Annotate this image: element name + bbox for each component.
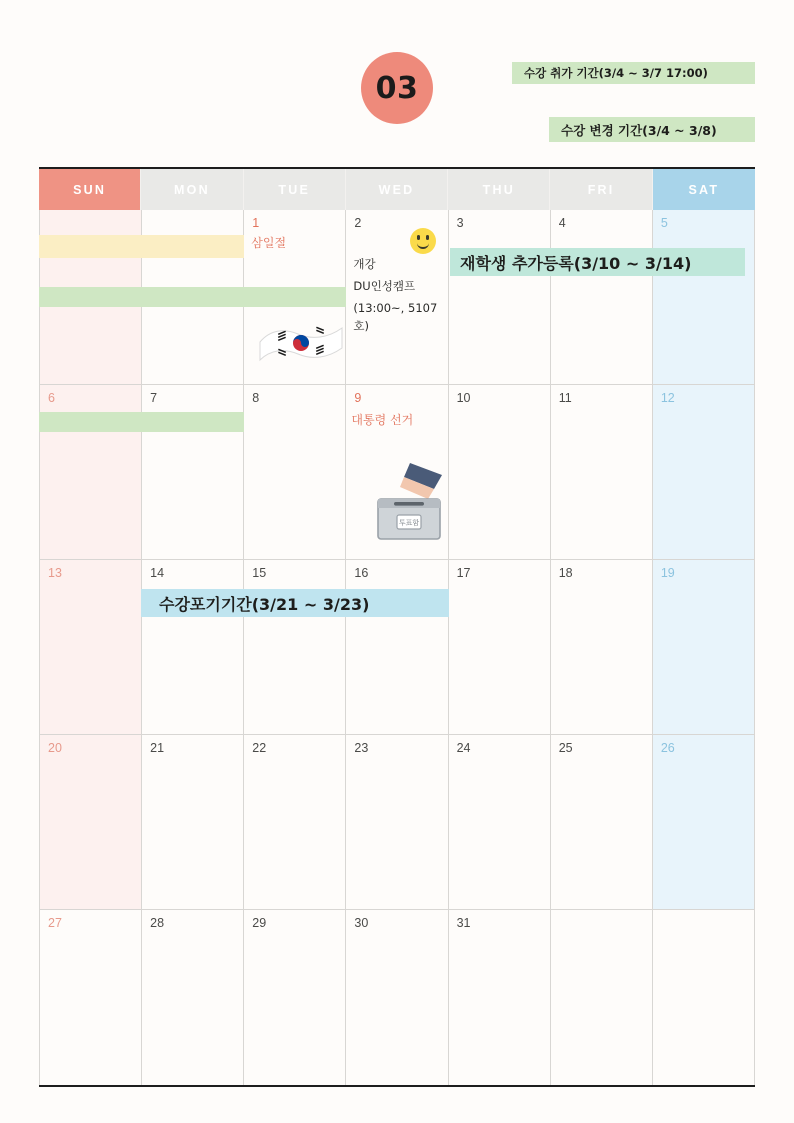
korean-flag-icon (258, 312, 344, 372)
event-bar-course-drop[interactable]: 수강포기기간(3/21 ~ 3/23) (141, 589, 449, 617)
day-cell-17[interactable] (449, 560, 551, 735)
day-number: 25 (558, 741, 573, 755)
day-cell-23[interactable] (346, 735, 448, 910)
weekday-header-row (39, 169, 755, 210)
day-cell-22[interactable] (244, 735, 346, 910)
weekday-fri: FRI (550, 169, 652, 210)
svg-text:투표함: 투표함 (399, 519, 420, 527)
day-number: 20 (48, 741, 62, 755)
day-number: 28 (150, 916, 165, 930)
event-bar-enrollment-change[interactable]: 수강 변경 기간(3/4 ~ 3/8) (549, 117, 755, 142)
day-cell-28[interactable] (142, 910, 244, 1085)
weekday-wed: WED (346, 169, 448, 210)
day-cell-20[interactable] (40, 735, 142, 910)
day-number: 8 (252, 391, 260, 405)
day-number: 23 (354, 741, 369, 755)
day-cell-31[interactable] (449, 910, 551, 1085)
day-cell-11[interactable] (551, 385, 653, 560)
day-cell-16[interactable] (346, 560, 448, 735)
day-number: 1 (252, 216, 260, 230)
note-mar2-line1: 개강 (353, 257, 376, 271)
day-cell-26[interactable] (653, 735, 755, 910)
month-number: 03 (375, 70, 419, 106)
day-number: 7 (150, 391, 158, 405)
day-number: 2 (354, 216, 362, 230)
day-cell-12[interactable] (653, 385, 755, 560)
day-cell-30[interactable] (346, 910, 448, 1085)
day-number: 29 (252, 916, 267, 930)
day-number: 10 (456, 391, 471, 405)
month-badge (361, 52, 433, 124)
day-number: 14 (150, 566, 165, 580)
day-cell-3[interactable] (449, 210, 551, 385)
ballot-box-icon (364, 455, 456, 547)
day-cell-9[interactable] (346, 385, 448, 560)
day-number: 22 (252, 741, 267, 755)
day-number: 12 (660, 391, 675, 405)
calendar-grid (39, 210, 755, 1085)
day-number: 13 (48, 566, 62, 580)
day-cell-10[interactable] (449, 385, 551, 560)
day-number: 4 (558, 216, 566, 230)
day-number: 18 (558, 566, 573, 580)
day-number: 3 (456, 216, 464, 230)
note-mar2-line2: DU인성캠프 (353, 279, 416, 293)
weekday-mon: MON (141, 169, 243, 210)
day-number: 30 (354, 916, 369, 930)
note-mar2-line3: (13:00~, 5107호) (353, 301, 438, 333)
day-number: 26 (660, 741, 675, 755)
day-cell-25[interactable] (551, 735, 653, 910)
weekday-sun: SUN (39, 169, 141, 210)
note-election-mar9: 대통령 선거 (351, 413, 414, 427)
day-cell-14[interactable] (142, 560, 244, 735)
day-cell-24[interactable] (449, 735, 551, 910)
smiley-face-icon (410, 228, 436, 254)
day-number: 15 (252, 566, 267, 580)
note-holiday-mar1: 삼일절 (251, 236, 287, 250)
event-bar-untitled-yellow[interactable] (39, 235, 244, 258)
event-bar-additional-registration[interactable]: 재학생 추가등록(3/10 ~ 3/14) (450, 248, 745, 276)
day-number: 21 (150, 741, 165, 755)
day-number: 6 (48, 391, 55, 405)
day-number: 24 (456, 741, 471, 755)
day-cell-8[interactable] (244, 385, 346, 560)
day-number: 27 (48, 916, 62, 930)
day-number: 9 (354, 391, 362, 405)
day-cell-2[interactable] (346, 210, 448, 385)
day-cell-18[interactable] (551, 560, 653, 735)
day-cell-19[interactable] (653, 560, 755, 735)
day-cell-29[interactable] (244, 910, 346, 1085)
day-cell-empty (653, 910, 755, 1085)
weekday-sat: SAT (653, 169, 755, 210)
day-cell-empty (551, 910, 653, 1085)
day-cell-4[interactable] (551, 210, 653, 385)
day-number: 31 (456, 916, 471, 930)
event-bar-untitled-green-2[interactable] (39, 412, 244, 432)
day-number: 19 (660, 566, 675, 580)
day-cell-15[interactable] (244, 560, 346, 735)
day-cell-13[interactable] (40, 560, 142, 735)
weekday-thu: THU (448, 169, 550, 210)
day-number: 17 (456, 566, 471, 580)
event-bar-untitled-green-1[interactable] (39, 287, 346, 307)
day-number: 16 (354, 566, 369, 580)
day-number: 5 (660, 216, 668, 230)
day-cell-27[interactable] (40, 910, 142, 1085)
calendar-bottom-rule (39, 1085, 755, 1087)
weekday-tue: TUE (244, 169, 346, 210)
day-number: 11 (558, 391, 572, 405)
day-cell-21[interactable] (142, 735, 244, 910)
day-cell-5[interactable] (653, 210, 755, 385)
event-bar-enrollment-application[interactable]: 수강 취가 기간(3/4 ~ 3/7 17:00) (512, 62, 755, 84)
